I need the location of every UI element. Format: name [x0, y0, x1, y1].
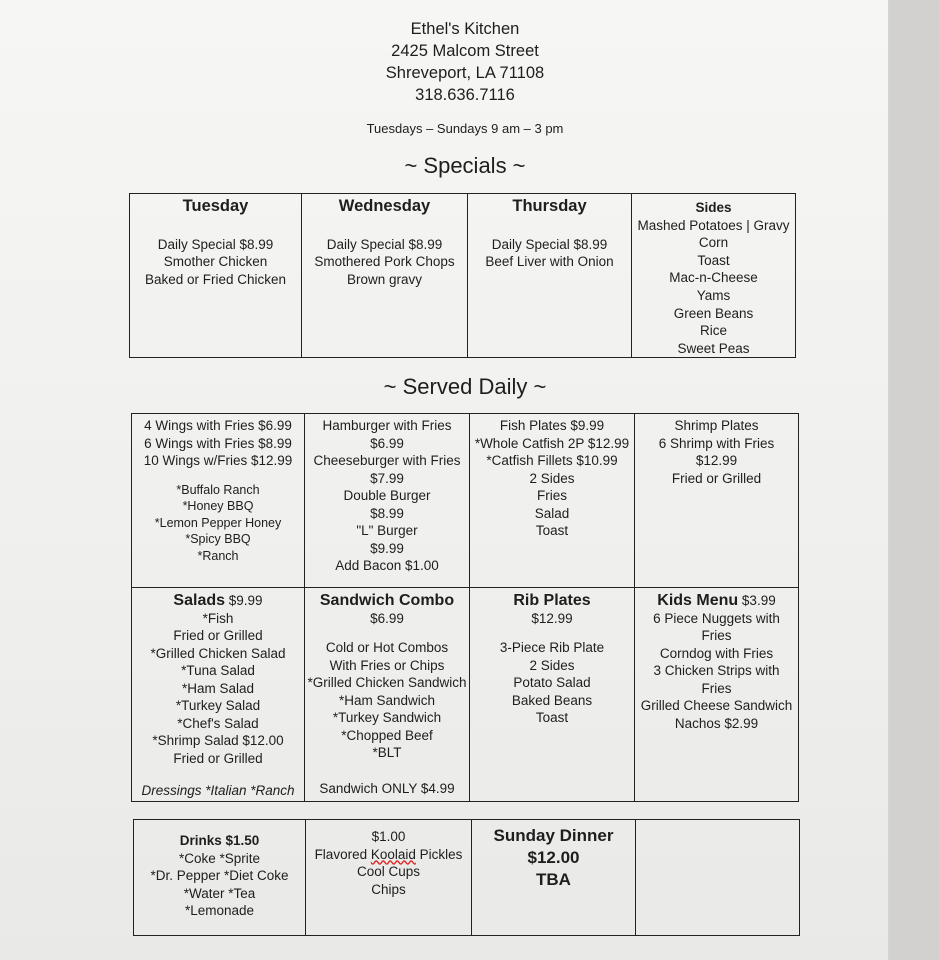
- kids-line: Fries: [701, 628, 732, 643]
- snack-flavored: Flavored: [314, 846, 368, 862]
- burger-line: Add Bacon $1.00: [335, 558, 439, 573]
- kids-cell: [635, 588, 799, 802]
- burger-line: $7.99: [370, 470, 404, 486]
- phone-number: 318.636.7116: [415, 86, 515, 104]
- restaurant-header: [300, 18, 630, 106]
- salads-head: Salads: [173, 592, 226, 609]
- kids-line: 6 Piece Nuggets with: [653, 610, 780, 626]
- side-item: Toast: [697, 252, 730, 268]
- thursday-head: Thursday: [512, 197, 587, 215]
- wednesday-line: Brown gravy: [346, 271, 423, 287]
- side-item: Corn: [698, 235, 729, 251]
- side-item: Mac-n-Cheese: [669, 270, 758, 286]
- salad-line: *Tuna Salad: [181, 663, 255, 678]
- sunday-cell: [472, 820, 636, 936]
- ribs-price: $12.99: [531, 610, 573, 626]
- salad-line: *Turkey Salad: [175, 698, 261, 713]
- snack-pickles: Pickles: [419, 846, 463, 862]
- burgers-cell: [305, 414, 470, 588]
- wing-flavor: *Honey BBQ: [182, 499, 254, 513]
- salads-price: $9.99: [228, 593, 263, 608]
- kids-line: Corndog with Fries: [659, 645, 774, 661]
- side-item: Rice: [699, 323, 727, 339]
- drinks-head: Drinks $1.50: [179, 833, 260, 848]
- sandwich-line: *Grilled Chicken Sandwich: [307, 675, 467, 690]
- fish-head: Fish Plates $9.99: [499, 418, 605, 433]
- rib-line: Toast: [535, 710, 569, 725]
- wings-line: 10 Wings w/Fries $12.99: [143, 453, 293, 468]
- kids-line: Grilled Cheese Sandwich: [640, 698, 793, 713]
- rib-line: 2 Sides: [529, 657, 575, 673]
- background-strip: [890, 0, 939, 960]
- side-item: Yams: [696, 287, 731, 303]
- side-item: Green Beans: [673, 305, 754, 321]
- snack-line: Chips: [371, 881, 406, 897]
- salads-cell: [132, 588, 305, 802]
- wednesday-line: Daily Special $8.99: [326, 236, 443, 252]
- tuesday-cell: [130, 194, 302, 358]
- sides-cell: [632, 194, 796, 358]
- salad-line: *Shrimp Salad $12.00: [152, 733, 284, 748]
- city-address: Shreveport, LA 71108: [385, 64, 545, 82]
- wednesday-head: Wednesday: [338, 197, 431, 215]
- sandwich-line: *BLT: [372, 745, 402, 760]
- drink-line: *Coke *Sprite: [178, 850, 261, 866]
- drink-line: *Lemonade: [184, 903, 255, 918]
- fish-line: *Catfish Fillets $10.99: [486, 453, 618, 468]
- tuesday-line: Smother Chicken: [163, 254, 268, 269]
- snack-koolaid: Koolaid: [370, 846, 416, 862]
- burger-line: $9.99: [370, 540, 404, 556]
- burger-line: Hamburger with Fries: [322, 418, 452, 433]
- kids-price: $3.99: [741, 593, 776, 608]
- wing-flavor: *Lemon Pepper Honey: [154, 515, 282, 530]
- specials-title: ~ Specials ~: [404, 153, 526, 178]
- snacks-cell: [306, 820, 472, 936]
- side-item: Sweet Peas: [677, 340, 750, 356]
- kids-line: 3 Chicken Strips with: [653, 663, 780, 678]
- salad-line: *Ham Salad: [181, 680, 255, 696]
- kids-head: Kids Menu: [657, 592, 739, 609]
- wednesday-line: Smothered Pork Chops: [314, 254, 455, 269]
- sunday-price: $12.00: [527, 848, 580, 867]
- wednesday-cell: [302, 194, 468, 358]
- shrimp-head: Shrimp Plates: [674, 418, 759, 433]
- snacks-price: $1.00: [371, 829, 406, 844]
- drinks-cell: [134, 820, 306, 936]
- sunday-tba: TBA: [536, 870, 571, 889]
- thursday-cell: [468, 194, 632, 358]
- sunday-head: Sunday Dinner: [493, 826, 614, 845]
- shrimp-line: Fried or Grilled: [671, 470, 762, 486]
- sandwich-line: *Chopped Beef: [341, 727, 433, 743]
- street-address: 2425 Malcom Street: [391, 42, 539, 60]
- salad-line: *Grilled Chicken Salad: [150, 645, 286, 661]
- fish-line: *Whole Catfish 2P $12.99: [474, 435, 630, 451]
- tuesday-line: Daily Special $8.99: [157, 236, 274, 252]
- ribs-head: Rib Plates: [513, 592, 591, 609]
- fish-line: 2 Sides: [529, 470, 575, 486]
- bottom-table: [133, 819, 800, 936]
- sandwich-only-note: Sandwich ONLY $4.99: [319, 780, 455, 796]
- wing-flavor: *Buffalo Ranch: [176, 482, 260, 497]
- shrimp-line: 6 Shrimp with Fries: [658, 435, 775, 451]
- fish-cell: [470, 414, 635, 588]
- thursday-line: Beef Liver with Onion: [485, 254, 614, 269]
- sandwich-line: With Fries or Chips: [329, 657, 445, 673]
- shrimp-cell: [635, 414, 799, 588]
- snack-line: Cool Cups: [356, 864, 421, 879]
- tuesday-line: Baked or Fried Chicken: [144, 271, 287, 287]
- sandwich-line: Cold or Hot Combos: [325, 640, 449, 655]
- salad-line: *Fish: [202, 610, 234, 626]
- shrimp-line: $12.99: [695, 453, 738, 468]
- burger-line: $6.99: [370, 435, 404, 451]
- tuesday-head: Tuesday: [182, 197, 249, 215]
- wings-line: 6 Wings with Fries $8.99: [144, 435, 292, 451]
- side-item: Mashed Potatoes | Gravy: [637, 217, 790, 233]
- sandwich-line: *Ham Sandwich: [338, 692, 436, 708]
- wing-flavor: *Spicy BBQ: [185, 532, 251, 546]
- wing-flavor: *Ranch: [197, 548, 239, 563]
- rib-line: 3-Piece Rib Plate: [499, 640, 605, 655]
- thursday-line: Daily Special $8.99: [491, 236, 608, 252]
- fish-line: Toast: [535, 523, 569, 538]
- wings-line: 4 Wings with Fries $6.99: [144, 418, 292, 433]
- kids-line: Nachos $2.99: [674, 715, 759, 731]
- sandwich-head: Sandwich Combo: [319, 592, 455, 609]
- empty-cell: [636, 820, 800, 936]
- fish-line: Fries: [537, 488, 567, 503]
- burger-line: Double Burger: [343, 488, 431, 503]
- kids-line: Fries: [701, 680, 732, 696]
- drink-line: *Dr. Pepper *Diet Coke: [150, 868, 289, 883]
- served-daily-title: ~ Served Daily ~: [383, 374, 547, 399]
- sandwich-line: *Turkey Sandwich: [332, 710, 442, 725]
- restaurant-name: Ethel's Kitchen: [410, 20, 520, 38]
- rib-line: Baked Beans: [511, 692, 593, 708]
- ribs-cell: [470, 588, 635, 802]
- sides-head: Sides: [695, 200, 732, 215]
- wings-cell: [132, 414, 305, 588]
- specials-table: [129, 193, 796, 358]
- sandwich-cell: [305, 588, 470, 802]
- dressings-note: Dressings *Italian *Ranch: [141, 782, 295, 798]
- served-daily-table: [131, 413, 799, 802]
- salad-line: Fried or Grilled: [173, 628, 263, 643]
- burger-line: $8.99: [370, 505, 404, 521]
- burger-line: Cheeseburger with Fries: [313, 453, 461, 468]
- fish-line: Salad: [534, 505, 570, 521]
- salad-line: Fried or Grilled: [173, 750, 263, 766]
- sandwich-price: $6.99: [370, 610, 404, 626]
- drink-line: *Water *Tea: [183, 885, 256, 901]
- salad-line: *Chef's Salad: [177, 715, 259, 731]
- burger-line: "L" Burger: [356, 523, 418, 538]
- opening-hours: Tuesdays – Sundays 9 am – 3 pm: [366, 121, 564, 136]
- rib-line: Potato Salad: [513, 675, 591, 690]
